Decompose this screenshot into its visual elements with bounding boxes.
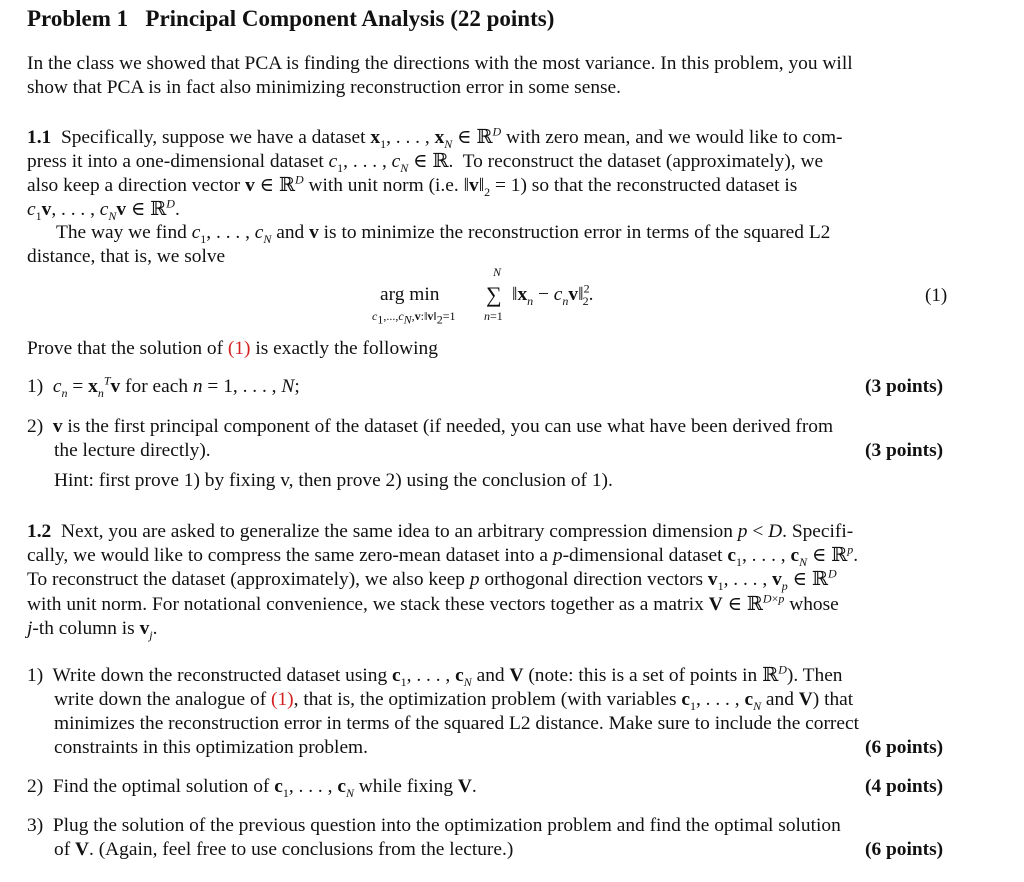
s11-item-2-points: (3 points) xyxy=(865,440,944,461)
s12-item-1-points: (6 points) xyxy=(865,737,944,758)
eq-ref[interactable]: (1) xyxy=(227,338,251,359)
s12-item-3-line-1: 3) Plug the solution of the previous question into the optimization problem and find the optimal solution xyxy=(27,815,841,836)
s11-item-1-points: (3 points) xyxy=(865,376,944,397)
s12-item-1-line-1: 1) Write down the reconstructed dataset using $c_1$, . . . , $c_N$ and V (note: this is a set of points in ℝ$^D$). Then xyxy=(27,662,843,689)
hint: Hint: first prove 1) by fixing v, then prove 2) using the conclusion of 1). xyxy=(54,470,613,491)
intro-line-1: In the class we showed that PCA is finding the directions with the most variance. In this problem, you will xyxy=(27,53,853,74)
s11-line-4: $c_1v$, . . . , $c_Nv$ ∈ ℝ$^D$. xyxy=(27,196,180,223)
s11-line-6: distance, that is, we solve xyxy=(27,246,226,267)
s12-item-1-line-2: write down the analogue of (1), that is, the optimization problem (with variables $c_1$, . . . , $c_N$ and V) that xyxy=(54,689,854,713)
s12-line-1: 1.2 Next, you are asked to generalize the same idea to an arbitrary compression dimension p < D. Specifi- xyxy=(27,521,854,542)
problem-heading: Problem 1 Principal Component Analysis (22 points) xyxy=(27,6,555,31)
eq-ref-2[interactable]: (1) xyxy=(271,689,294,710)
s12-item-2-points: (4 points) xyxy=(865,776,944,797)
s11-line-5: The way we find $c_1$, . . . , $c_N$ and v is to minimize the reconstruction error in terms of the squared L2 xyxy=(56,222,831,246)
equation-1: arg min $c_1,...,c_N,v:‖v‖_2=1$ N ∑ n=1 $‖x_n$ − $c_nv‖^2_2$. xyxy=(372,265,594,327)
s12-line-5: j-th column is $v_j$. xyxy=(27,618,158,642)
s12-item-1-line-3: minimizes the reconstruction error in terms of the squared L2 distance. Make sure to include the correct xyxy=(54,713,859,734)
intro-line-2: show that PCA is in fact also minimizing reconstruction error in some sense. xyxy=(27,77,622,98)
s11-line-1: 1.1 Specifically, suppose we have a dataset $x_1$, . . . , $x_N$ ∈ ℝ$^D$ with zero mean, and we would like to com- xyxy=(27,124,843,151)
s12-line-3: To reconstruct the dataset (approximately), we also keep p orthogonal direction vectors $v_1$, . . . , $v_p$ ∈ ℝ$^D$ xyxy=(27,566,837,593)
s12-line-4: with unit norm. For notational convenience, we stack these vectors together as a matrix V ∈ ℝ$^{D\times p}$ whose xyxy=(27,591,839,615)
s12-item-3-line-2: of V. (Again, feel free to use conclusions from the lecture.) xyxy=(54,839,514,860)
s11-item-1: 1) $c_n = x_n^Tv$ for each n = 1, . . . , N; xyxy=(27,373,300,400)
s11-line-2: press it into a one-dimensional dataset $c_1$, . . . , $c_N$ ∈ ℝ. To reconstruct the dataset (approximately), we xyxy=(27,151,824,175)
s12-item-2: 2) Find the optimal solution of $c_1$, . . . , $c_N$ while fixing V. xyxy=(27,776,477,800)
s11-line-3: also keep a direction vector v ∈ ℝ$^D$ with unit norm (i.e. $‖v‖_2 = 1$) so that the reconstructed dataset is xyxy=(27,172,798,199)
s11-item-2-line-1: 2) v is the first principal component of the dataset (if needed, you can use what have been derived from xyxy=(27,416,834,437)
s12-item-3-points: (6 points) xyxy=(865,839,944,860)
s12-item-1-line-4: constraints in this optimization problem. xyxy=(54,737,368,758)
prove-statement: Prove that the solution of (1) is exactly the following xyxy=(27,338,438,359)
equation-number: (1) xyxy=(925,285,948,306)
s11-item-2-line-2: the lecture directly). xyxy=(54,440,211,461)
s12-line-2: cally, we would like to compress the same zero-mean dataset into a p-dimensional dataset $c_1$, . . . , $c_N$ ∈ ℝ$^p$. xyxy=(27,542,859,569)
